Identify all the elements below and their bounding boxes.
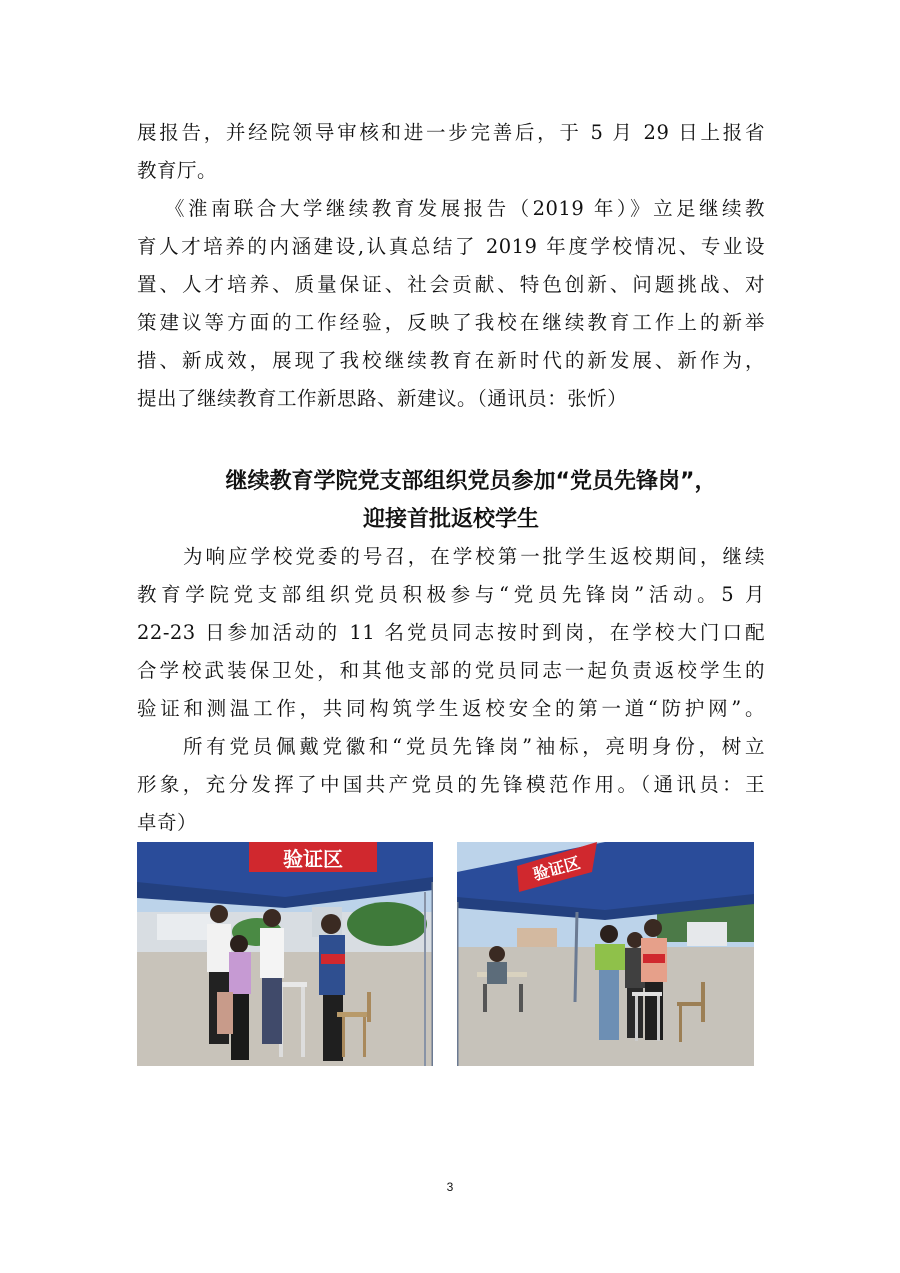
text-line: 提出了继续教育工作新思路、新建议。（通讯员：张忻）: [137, 387, 628, 410]
article-title-line-1: 继续教育学院党支部组织党员参加“党员先锋岗”，: [225, 469, 717, 494]
text-line: 验证和测温工作，共同构筑学生返校安全的第一道“防护网”。: [137, 697, 765, 720]
text-line: 措、新成效，展现了我校继续教育在新时代的新发展、新作为，: [137, 349, 765, 372]
text-line: 为响应学校党委的号召，在学校第一批学生返校期间，继续: [183, 545, 765, 568]
text-line: 展报告，并经院领导审核和进一步完善后，于 5 月 29 日上报省: [137, 121, 765, 144]
text-line: 形象，充分发挥了中国共产党员的先锋模范作用。（通讯员：王: [137, 773, 765, 796]
text-line: 合学校武装保卫处，和其他支部的党员同志一起负责返校学生的: [137, 659, 765, 682]
text-line: 置、人才培养、质量保证、社会贡献、特色创新、问题挑战、对: [137, 273, 765, 296]
text-line: 教育厅。: [137, 159, 218, 182]
banner-text: 验证区: [530, 853, 583, 884]
text-line: 教育学院党支部组织党员积极参与“党员先锋岗”活动。5 月: [137, 583, 765, 606]
paragraph-party-members: [137, 728, 765, 842]
article-title-line-2: 迎接首批返校学生: [362, 507, 539, 532]
paragraph-report-continuation: [137, 114, 765, 190]
text-line: 卓奇）: [137, 811, 198, 834]
article-title: [137, 463, 765, 539]
photo-verification-area-right: [457, 842, 754, 1066]
text-line: 《淮南联合大学继续教育发展报告（2019 年）》立足继续教: [165, 197, 765, 220]
paragraph-event-description: [137, 538, 765, 728]
photo-verification-area-left: [137, 842, 433, 1066]
text-line: 育人才培养的内涵建设,认真总结了 2019 年度学校情况、专业设: [137, 235, 765, 258]
text-line: 策建议等方面的工作经验，反映了我校在继续教育工作上的新举: [137, 311, 765, 334]
text-line: 所有党员佩戴党徽和“党员先锋岗”袖标，亮明身份，树立: [183, 735, 765, 758]
text-line: 22-23 日参加活动的 11 名党员同志按时到岗，在学校大门口配: [137, 621, 765, 644]
paragraph-report-summary: [137, 190, 765, 418]
page-number: 3: [446, 1180, 454, 1194]
banner-text: 验证区: [283, 847, 343, 871]
